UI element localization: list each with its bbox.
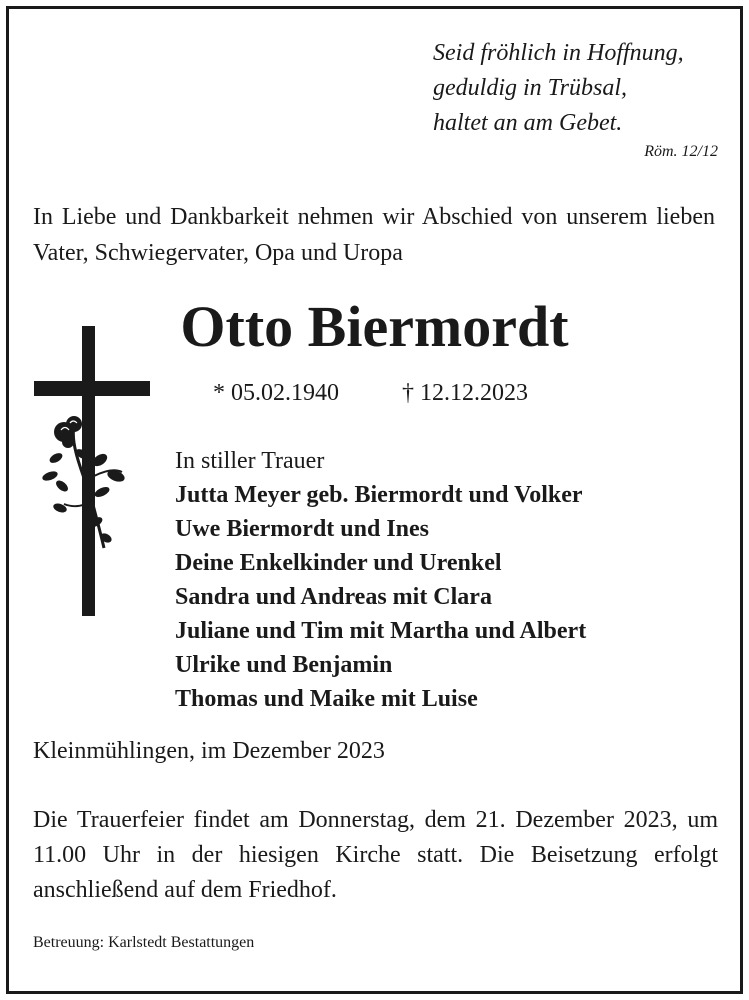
place-and-date: Kleinmühlingen, im Dezember 2023: [33, 738, 385, 764]
death-date: † 12.12.2023: [402, 380, 528, 406]
deceased-name: Otto Biermordt: [180, 294, 569, 359]
verse-line: geduldig in Trübsal,: [433, 75, 628, 101]
cross-with-rose-icon: [34, 326, 150, 616]
bible-verse: [433, 36, 684, 141]
mourner-entry: Uwe Biermordt und Ines: [175, 516, 430, 542]
mourners-list: [175, 444, 586, 716]
mourner-entry: Juliane und Tim mit Martha und Albert: [175, 618, 587, 644]
mourner-entry: Jutta Meyer geb. Biermordt und Volker: [175, 482, 583, 508]
mourner-entry: Deine Enkelkinder und Urenkel: [175, 550, 502, 576]
birth-date: * 05.02.1940: [213, 380, 339, 406]
mourner-entry: Sandra und Andreas mit Clara: [175, 584, 492, 610]
verse-line: Seid fröhlich in Hoffnung,: [433, 40, 684, 66]
undertaker-credit: Betreuung: Karlstedt Bestattungen: [33, 934, 255, 951]
funeral-notice: Die Trauerfeier findet am Donnerstag, dem 21. Dezember 2023, um 11.00 Uhr in der hiesigen Kirche statt. Die Beisetzung erfolgt anschließend auf dem Friedhof.: [33, 807, 718, 903]
mourner-entry: Thomas und Maike mit Luise: [175, 686, 478, 712]
verse-reference: Röm. 12/12: [644, 143, 718, 160]
mourner-entry: Ulrike und Benjamin: [175, 652, 393, 678]
mourners-heading: In stiller Trauer: [175, 448, 325, 474]
intro-text: In Liebe und Dankbarkeit nehmen wir Abschied von unserem lieben Vater, Schwiegervater, Opa und Uropa: [33, 204, 715, 266]
verse-line: haltet an am Gebet.: [433, 110, 623, 136]
